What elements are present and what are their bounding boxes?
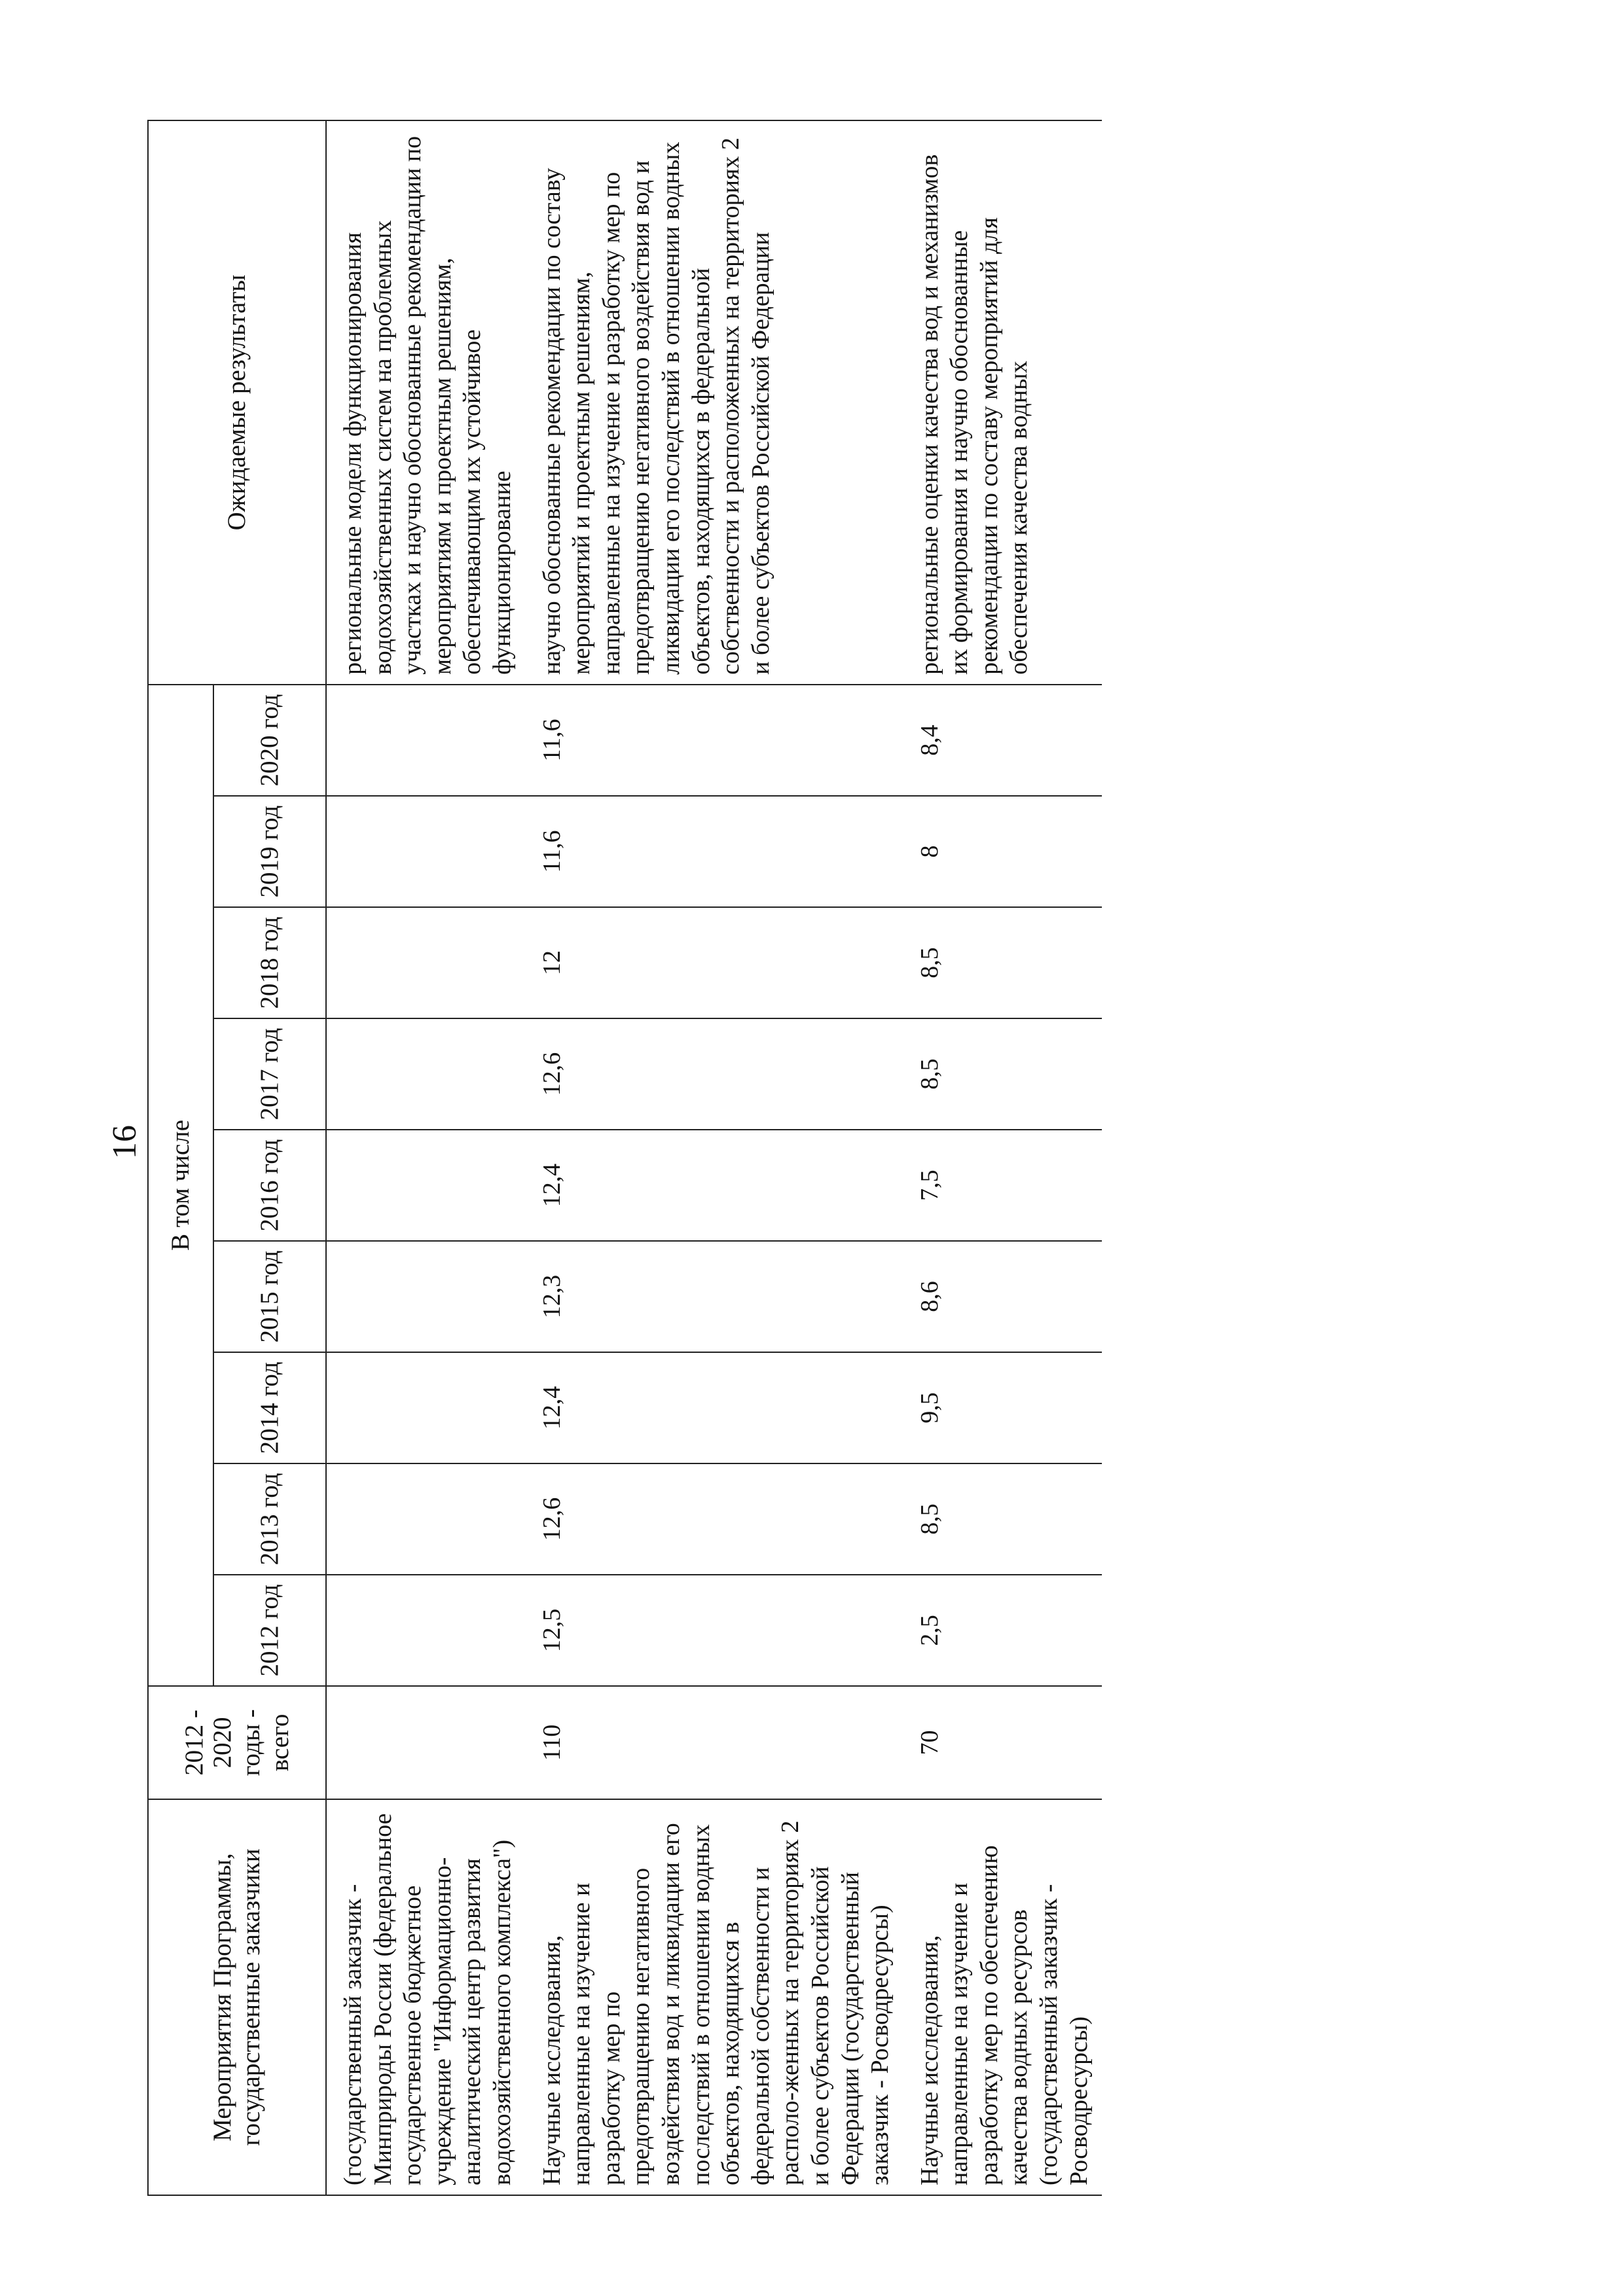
year-cell: 8,5 [903, 1463, 1103, 1575]
year-cell: 11,6 [526, 685, 903, 796]
event-cell: Научные исследования, направленные на изучение и разработку мер по предотвращению негативного воздействия вод и ликвидации его последствий в отношении водных объектов, находящихся в федеральной собственности и располо-женных на территориях 2 и более субъектов Российской Федерации (государственный заказчик - Росводресурсы) [526, 1799, 903, 2195]
total-cell: 70 [903, 1686, 1103, 1799]
year-cell: 9,5 [903, 1352, 1103, 1463]
year-cell [326, 685, 526, 796]
total-cell: 110 [526, 1686, 903, 1799]
results-cell: региональные оценки качества вод и механизмов их формирования и научно обоснованные рекомендации по составу мероприятий для обеспечения качества водных [903, 120, 1103, 685]
year-cell: 12,5 [526, 1575, 903, 1686]
year-cell [326, 1241, 526, 1352]
header-total: 2012 - 2020 годы - всего [148, 1686, 326, 1799]
year-cell: 12,4 [526, 1130, 903, 1241]
year-cell [326, 796, 526, 907]
header-year: 2014 год [213, 1352, 326, 1463]
header-year: 2016 год [213, 1130, 326, 1241]
year-cell: 2,5 [903, 1575, 1103, 1686]
year-cell: 8,5 [903, 1018, 1103, 1130]
event-cell: Научные исследования, направленные на изучение и разработку мер по обеспечению качества водных ресурсов (государственный заказчик - Росводресурсы) [903, 1799, 1103, 2195]
header-year: 2012 год [213, 1575, 326, 1686]
year-cell: 8,4 [903, 685, 1103, 796]
year-cell [326, 1018, 526, 1130]
year-cell: 8,5 [903, 907, 1103, 1018]
header-including: В том числе [148, 685, 213, 1686]
year-cell: 8 [903, 796, 1103, 907]
header-year: 2019 год [213, 796, 326, 907]
header-year: 2018 год [213, 907, 326, 1018]
results-cell: региональные модели функционирования водохозяйственных систем на проблемных участках и научно обоснованные рекомендации по мероприятиям и проектным решениям, обеспечивающим их устойчивое функционирование [326, 120, 526, 685]
page-number: 16 [105, 1125, 143, 1159]
year-cell [326, 1463, 526, 1575]
header-year: 2015 год [213, 1241, 326, 1352]
program-activities-table [147, 120, 1102, 2196]
year-cell: 12,3 [526, 1241, 903, 1352]
year-cell [326, 1352, 526, 1463]
year-cell [326, 907, 526, 1018]
year-cell: 7,5 [903, 1130, 1103, 1241]
rotated-table-container [147, 121, 1476, 2196]
event-cell: (государственный заказчик - Минприроды России (федеральное государственное бюджетное учреждение "Информационно-аналитический центр развития водохозяйственного комплекса") [326, 1799, 526, 2195]
results-cell: научно обоснованные рекомендации по составу мероприятий и проектным решениям, направленные на изучение и разработку мер по предотвращению негативного воздействия вод и ликвидации его последствий в отношении водных объектов, находящихся в федеральной собственности и расположенных на территориях 2 и более субъектов Российской Федерации [526, 120, 903, 685]
year-cell: 12,6 [526, 1018, 903, 1130]
year-cell: 12,4 [526, 1352, 903, 1463]
header-year: 2020 год [213, 685, 326, 796]
header-results: Ожидаемые результаты [148, 120, 326, 685]
year-cell: 12,6 [526, 1463, 903, 1575]
header-year: 2013 год [213, 1463, 326, 1575]
header-year: 2017 год [213, 1018, 326, 1130]
total-cell [326, 1686, 526, 1799]
year-cell: 8,6 [903, 1241, 1103, 1352]
table-row [526, 120, 903, 2195]
header-event: Мероприятия Программы, государственные заказчики [148, 1799, 326, 2195]
table-row [326, 120, 526, 2195]
year-cell: 11,6 [526, 796, 903, 907]
year-cell [326, 1575, 526, 1686]
table-row [903, 120, 1103, 2195]
year-cell: 12 [526, 907, 903, 1018]
year-cell [326, 1130, 526, 1241]
